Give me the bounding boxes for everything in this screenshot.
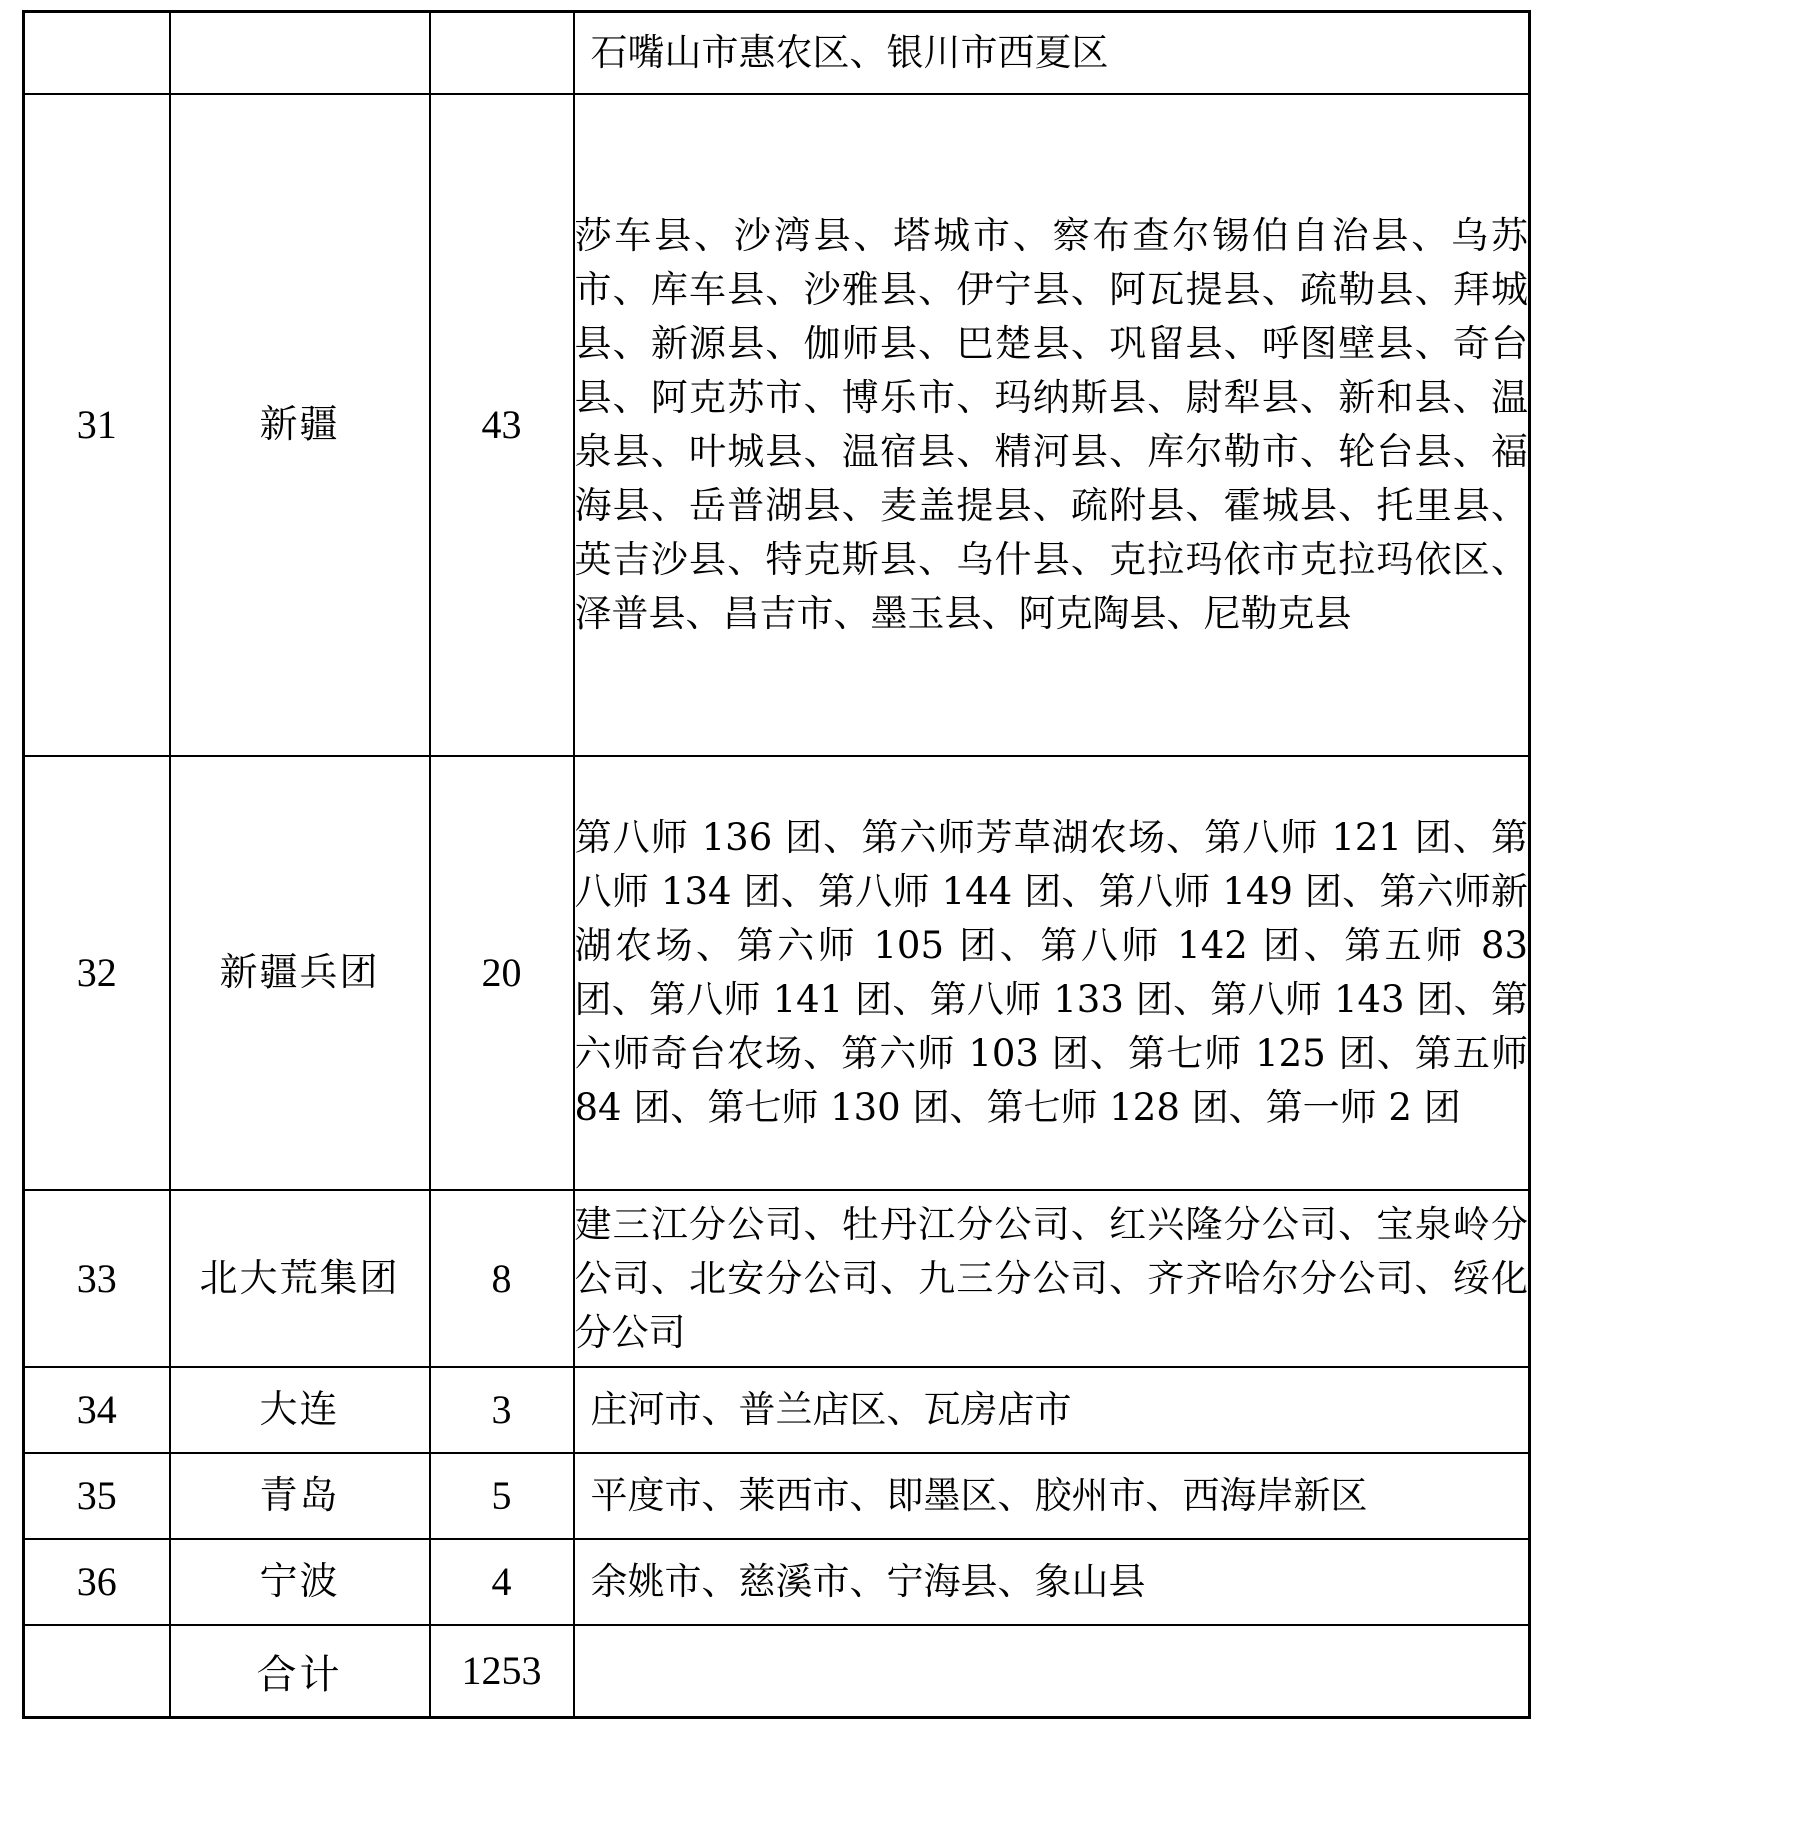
row-index-cell: 34 <box>24 1367 170 1453</box>
total-count-cell: 1253 <box>430 1625 574 1718</box>
table-row <box>24 1190 1530 1367</box>
row-detail-cell: 庄河市、普兰店区、瓦房店市 <box>574 1367 1530 1453</box>
row-count-cell <box>430 12 574 95</box>
row-region-cell: 新疆 <box>170 94 430 756</box>
row-region-cell: 新疆兵团 <box>170 756 430 1190</box>
row-index-cell: 32 <box>24 756 170 1190</box>
row-count-cell: 5 <box>430 1453 574 1539</box>
table-row-total <box>24 1625 1530 1718</box>
row-count-cell: 43 <box>430 94 574 756</box>
row-region-cell: 宁波 <box>170 1539 430 1625</box>
table-row <box>24 1367 1530 1453</box>
total-index-cell <box>24 1625 170 1718</box>
row-region-cell <box>170 12 430 95</box>
row-count-cell: 8 <box>430 1190 574 1367</box>
row-count-cell: 4 <box>430 1539 574 1625</box>
row-index-cell <box>24 12 170 95</box>
row-region-cell: 青岛 <box>170 1453 430 1539</box>
row-detail-cell: 第八师 136 团、第六师芳草湖农场、第八师 121 团、第八师 134 团、第八师 144 团、第八师 149 团、第六师新湖农场、第六师 105 团、第八师 142 团、第五师 83 团、第八师 141 团、第八师 133 团、第八师 143 团、第六师奇台农场、第六师 103 团、第七师 125 团、第五师 84 团、第七师 130 团、第七师 128 团、第一师 2 团 <box>574 756 1530 1190</box>
total-label-cell: 合计 <box>170 1625 430 1718</box>
table-row <box>24 1539 1530 1625</box>
total-detail-cell <box>574 1625 1530 1718</box>
table-row <box>24 756 1530 1190</box>
row-region-cell: 大连 <box>170 1367 430 1453</box>
table-row <box>24 1453 1530 1539</box>
row-index-cell: 36 <box>24 1539 170 1625</box>
table-row-continuation <box>24 12 1530 95</box>
row-detail-cell: 建三江分公司、牡丹江分公司、红兴隆分公司、宝泉岭分公司、北安分公司、九三分公司、齐齐哈尔分公司、绥化分公司 <box>574 1190 1530 1367</box>
row-count-cell: 3 <box>430 1367 574 1453</box>
table-row <box>24 94 1530 756</box>
row-detail-cell: 余姚市、慈溪市、宁海县、象山县 <box>574 1539 1530 1625</box>
row-detail-cell: 平度市、莱西市、即墨区、胶州市、西海岸新区 <box>574 1453 1530 1539</box>
row-index-cell: 31 <box>24 94 170 756</box>
region-county-table <box>22 10 1531 1719</box>
row-index-cell: 33 <box>24 1190 170 1367</box>
row-detail-cell: 莎车县、沙湾县、塔城市、察布查尔锡伯自治县、乌苏市、库车县、沙雅县、伊宁县、阿瓦提县、疏勒县、拜城县、新源县、伽师县、巴楚县、巩留县、呼图壁县、奇台县、阿克苏市、博乐市、玛纳斯县、尉犁县、新和县、温泉县、叶城县、温宿县、精河县、库尔勒市、轮台县、福海县、岳普湖县、麦盖提县、疏附县、霍城县、托里县、英吉沙县、特克斯县、乌什县、克拉玛依市克拉玛依区、泽普县、昌吉市、墨玉县、阿克陶县、尼勒克县 <box>574 94 1530 756</box>
row-region-cell: 北大荒集团 <box>170 1190 430 1367</box>
row-detail-cell: 石嘴山市惠农区、银川市西夏区 <box>574 12 1530 95</box>
row-count-cell: 20 <box>430 756 574 1190</box>
row-index-cell: 35 <box>24 1453 170 1539</box>
